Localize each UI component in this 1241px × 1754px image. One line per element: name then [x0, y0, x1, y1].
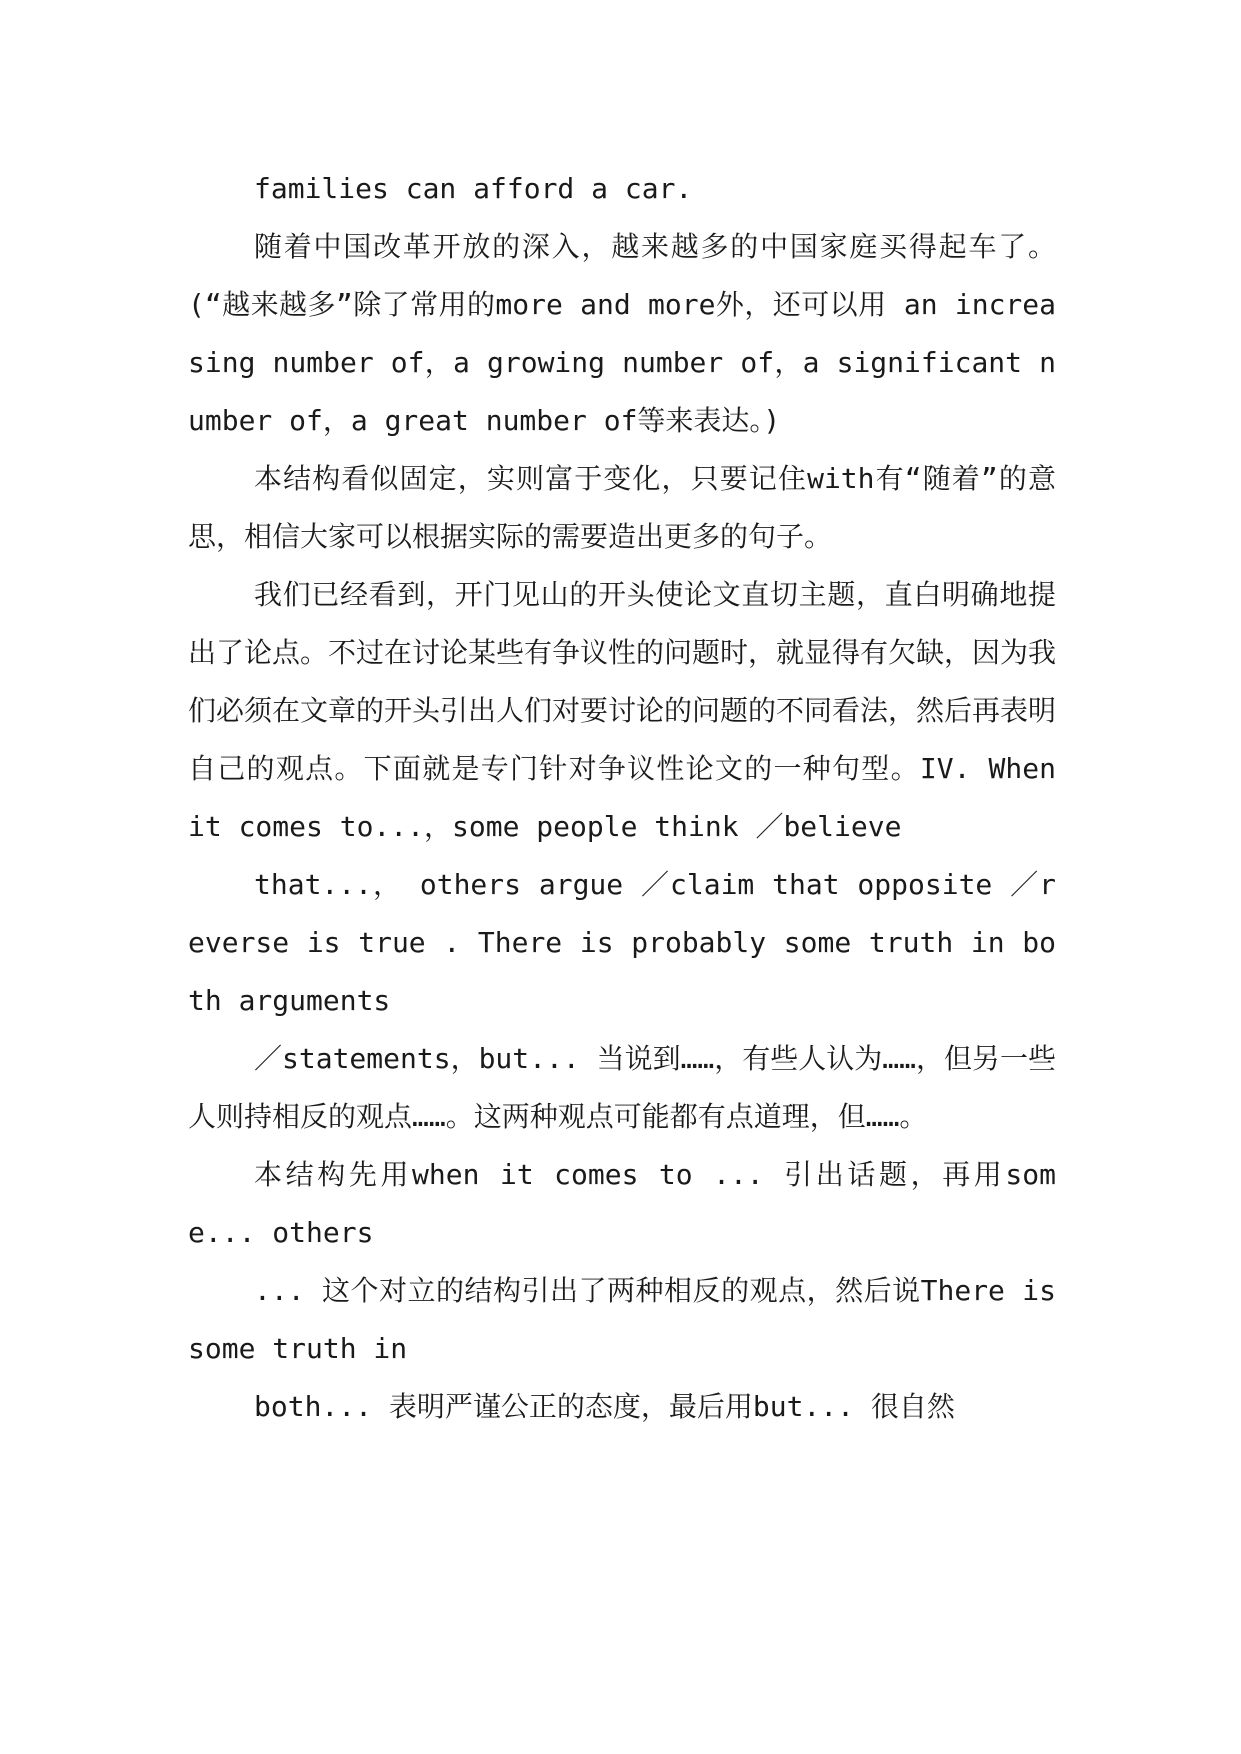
paragraph-continuation: families can afford a car. — [254, 172, 693, 205]
paragraph-pattern-translation: ／statements，but... 当说到……，有些人认为……，但另一些人则持相反的观点……。这两种观点可能都有点道理，但……。 — [188, 1042, 1057, 1133]
paragraph-pattern-continued: that...， others argue ／claim that opposite ／reverse is true . There is probably some truth in both arguments — [188, 868, 1056, 1017]
paragraph-structure-note: 本结构看似固定，实则富于变化，只要记住with有“随着”的意思，相信大家可以根据实际的需要造出更多的句子。 — [188, 462, 1056, 553]
paragraph-structure-explanation-1: 本结构先用when it comes to ... 引出话题，再用some... others — [188, 1158, 1056, 1249]
paragraph-argument-intro: 我们已经看到，开门见山的开头使论文直切主题，直白明确地提出了论点。不过在讨论某些有争议性的问题时，就显得有欠缺，因为我们必须在文章的开头引出人们对要讨论的问题的不同看法，然后再表明自己的观点。下面就是专门针对争议性论文的一种句型。IV. When it comes to...，some people think ／believe — [188, 578, 1057, 843]
body-text — [188, 160, 1056, 1436]
paragraph-structure-explanation-3: both... 表明严谨公正的态度，最后用but... 很自然 — [254, 1390, 955, 1423]
paragraph-example-translation: 随着中国改革开放的深入，越来越多的中国家庭买得起车了。(“越来越多”除了常用的more and more外，还可以用 an increasing number of，a growing number of，a significant number of，a great number of等来表达。) — [188, 230, 1056, 437]
paragraph-structure-explanation-2: ... 这个对立的结构引出了两种相反的观点，然后说There is some truth in — [188, 1274, 1056, 1365]
